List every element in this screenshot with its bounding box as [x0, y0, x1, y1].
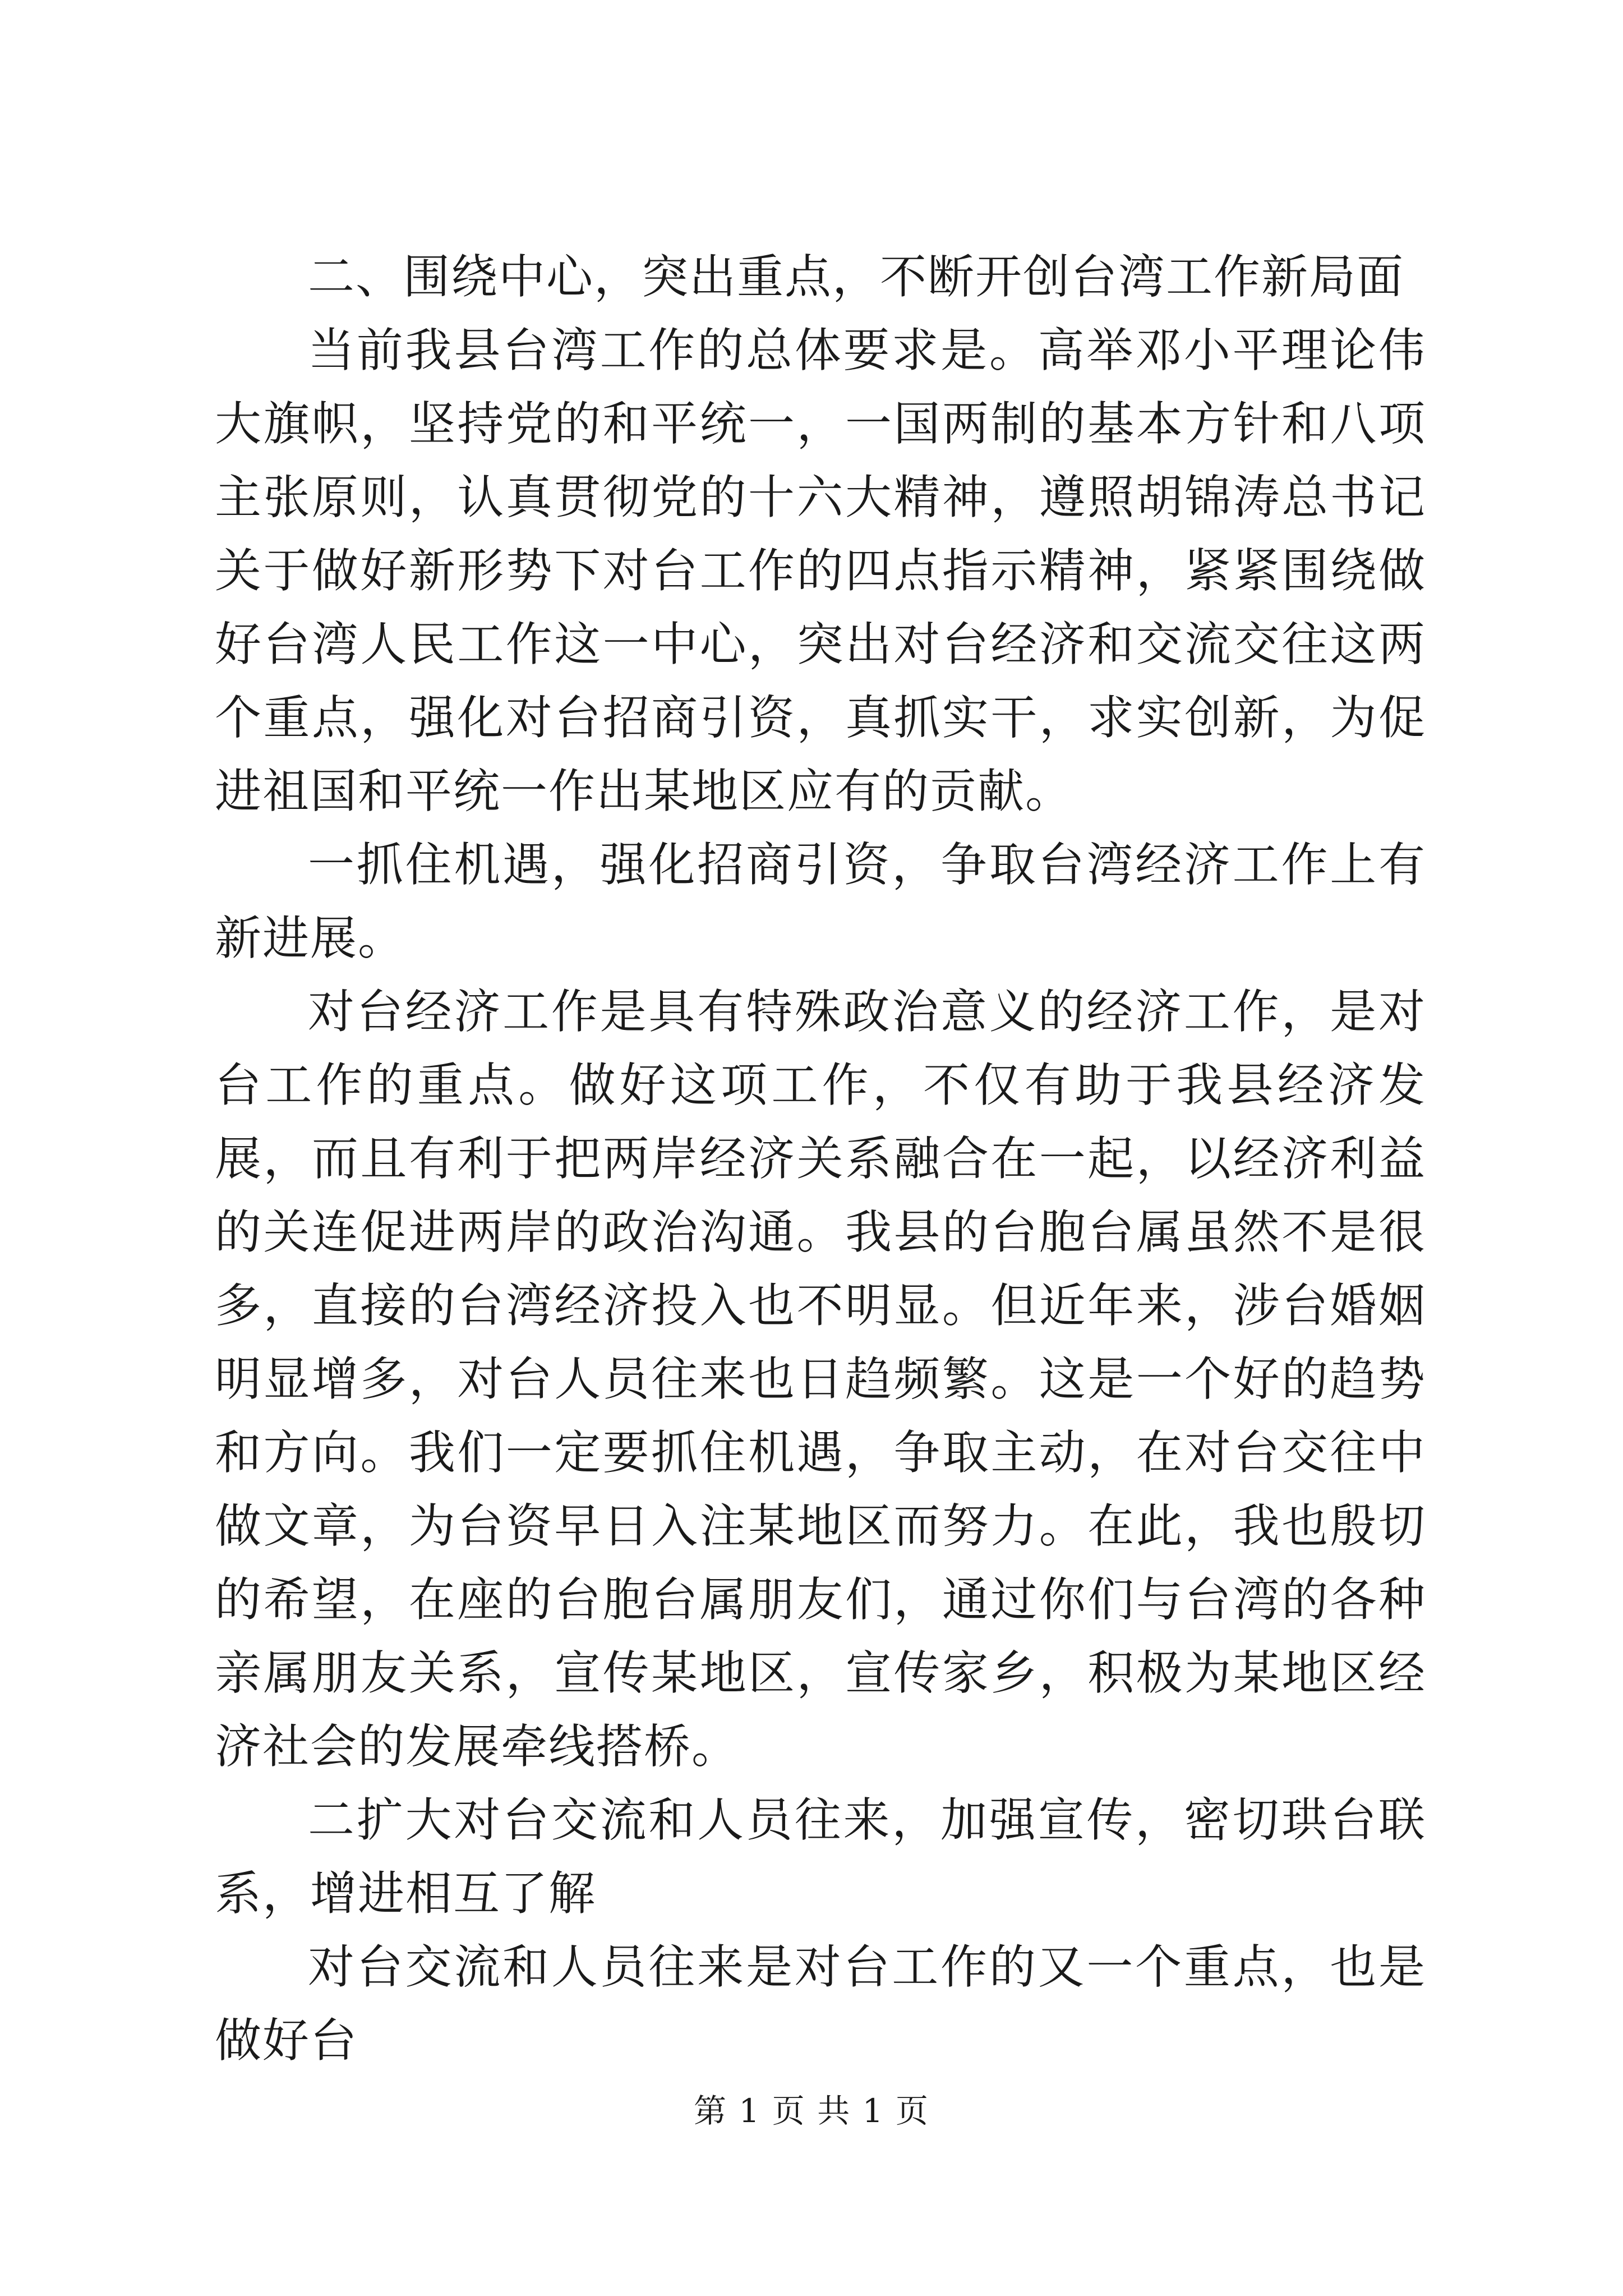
subsection-heading: 二扩大对台交流和人员往来，加强宣传，密切珙台联系，增进相互了解: [215, 1793, 1426, 1921]
subsection-heading: 一抓住机遇，强化招商引资，争取台湾经济工作上有新进展。: [215, 838, 1426, 965]
document-body: [215, 240, 1426, 2077]
page-footer: 第 1 页 共 1 页: [694, 2092, 929, 2130]
section-heading: 二、围绕中心，突出重点，不断开创台湾工作新局面: [308, 250, 1404, 304]
paragraph: 对台交流和人员往来是对台工作的又一个重点，也是做好台: [215, 1940, 1426, 2068]
paragraph: 当前我县台湾工作的总体要求是。高举邓小平理论伟大旗帜，坚持党的和平统一，一国两制的基本方针和八项主张原则，认真贯彻党的十六大精神，遵照胡锦涛总书记关于做好新形势下对台工作的四点指示精神，紧紧围绕做好台湾人民工作这一中心，突出对台经济和交流交往这两个重点，强化对台招商引资，真抓实干，求实创新，为促进祖国和平统一作出某地区应有的贡献。: [215, 323, 1426, 818]
paragraph: 对台经济工作是具有特殊政治意义的经济工作，是对台工作的重点。做好这项工作，不仅有助于我县经济发展，而且有利于把两岸经济关系融合在一起，以经济利益的关连促进两岸的政治沟通。我县的台胞台属虽然不是很多，直接的台湾经济投入也不明显。但近年来，涉台婚姻明显增多，对台人员往来也日趋频繁。这是一个好的趋势和方向。我们一定要抓住机遇，争取主动，在对台交往中做文章，为台资早日入注某地区而努力。在此，我也殷切的希望，在座的台胞台属朋友们，通过你们与台湾的各种亲属朋友关系，宣传某地区，宣传家乡，积极为某地区经济社会的发展牵线搭桥。: [215, 984, 1426, 1774]
